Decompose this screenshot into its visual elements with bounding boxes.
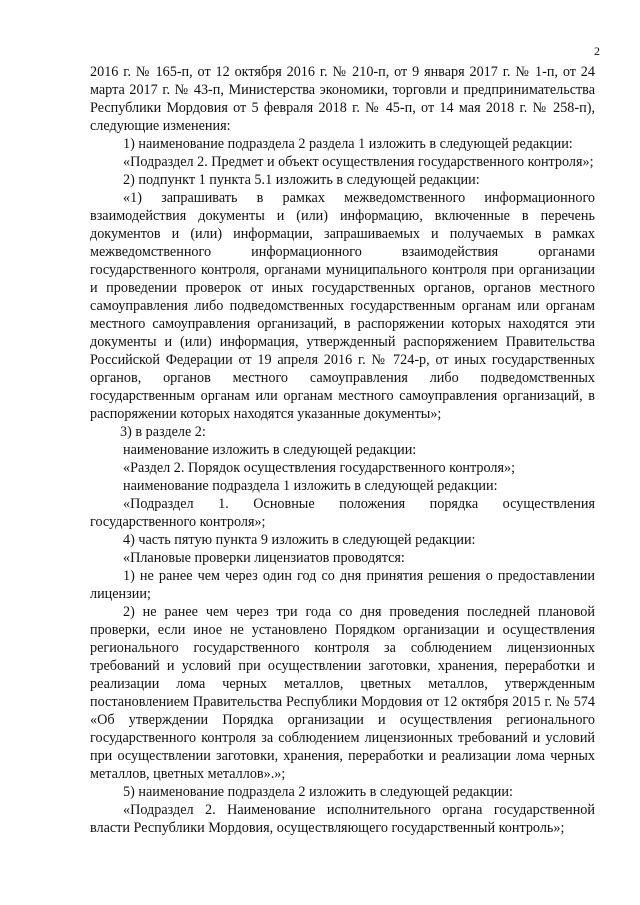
paragraph-item-2-text: «1) запрашивать в рамках межведомственного информационного взаимодействия документы и (или) информацию, включенные в перечень документов и (или) информации, запрашиваемых и получаемых в рамках межведомственного информационного взаимодействия органами государственного контроля, органами муниципального контроля при организации и проведении проверок от иных государственных органов, органов местного самоуправления либо подведомственных государственным органам или органам местного самоуправления организаций, в распоряжении которых находятся эти документы и (или) информация, утвержденный распоряжением Правительства Российской Федерации от 19 апреля 2016 г. № 724-р, от иных государственных органов, органов местного самоуправления либо подведомственных государственным органам или органам местного самоуправления организаций, в распоряжении которых находятся указанные документы»; [90, 190, 595, 422]
paragraph-item-5-text: «Подраздел 2. Наименование исполнительного органа государственной власти Республики Мордовия, осуществляющего государственный контроль»; [90, 802, 595, 836]
paragraph-item-4-b: 1) не ранее чем через один год со дня принятия решения о предоставлении лицензии; [90, 568, 595, 602]
page-number: 2 [594, 44, 600, 58]
document-body [90, 63, 595, 837]
paragraph-item-1: 1) наименование подраздела 2 раздела 1 изложить в следующей редакции: [123, 136, 573, 152]
paragraph-item-1-text: «Подраздел 2. Предмет и объект осуществления государственного контроля»; [123, 154, 594, 170]
paragraph-item-4: 4) часть пятую пункта 9 изложить в следующей редакции: [123, 532, 476, 548]
paragraph-item-3-b: «Раздел 2. Порядок осуществления государственного контроля»; [123, 460, 516, 476]
paragraph-item-3-d: «Подраздел 1. Основные положения порядка осуществления государственного контроля»; [90, 496, 595, 530]
paragraph-item-4-a: «Плановые проверки лицензиатов проводятся: [123, 550, 405, 566]
paragraph-item-5: 5) наименование подраздела 2 изложить в следующей редакции: [123, 784, 513, 800]
paragraph-intro: 2016 г. № 165-п, от 12 октября 2016 г. № 210-п, от 9 января 2017 г. № 1-п, от 24 марта 2017 г. № 43-п, Министерства экономики, торговли и предпринимательства Республики Мордовия от 5 февраля 2018 г. № 45-п, от 14 мая 2018 г. № 258-п), следующие изменения: [90, 64, 595, 134]
paragraph-item-2: 2) подпункт 1 пункта 5.1 изложить в следующей редакции: [123, 172, 480, 188]
paragraph-item-4-c: 2) не ранее чем через три года со дня проведения последней плановой проверки, если иное не установлено Порядком организации и осуществления регионального государственного контроля за соблюдением лицензионных требований и условий при осуществлении заготовки, хранения, переработки и реализации лома черных металлов, цветных металлов, утвержденным постановлением Правительства Республики Мордовия от 12 октября 2015 г. № 574 «Об утверждении Порядка организации и осуществления регионального государственного контроля за соблюдением лицензионных требований и условий при осуществлении заготовки, хранения, переработки и реализации лома черных металлов, цветных металлов».»; [90, 604, 595, 782]
paragraph-item-3-c: наименование подраздела 1 изложить в следующей редакции: [123, 478, 498, 494]
paragraph-item-3: 3) в разделе 2: [120, 424, 206, 440]
paragraph-item-3-a: наименование изложить в следующей редакции: [123, 442, 417, 458]
